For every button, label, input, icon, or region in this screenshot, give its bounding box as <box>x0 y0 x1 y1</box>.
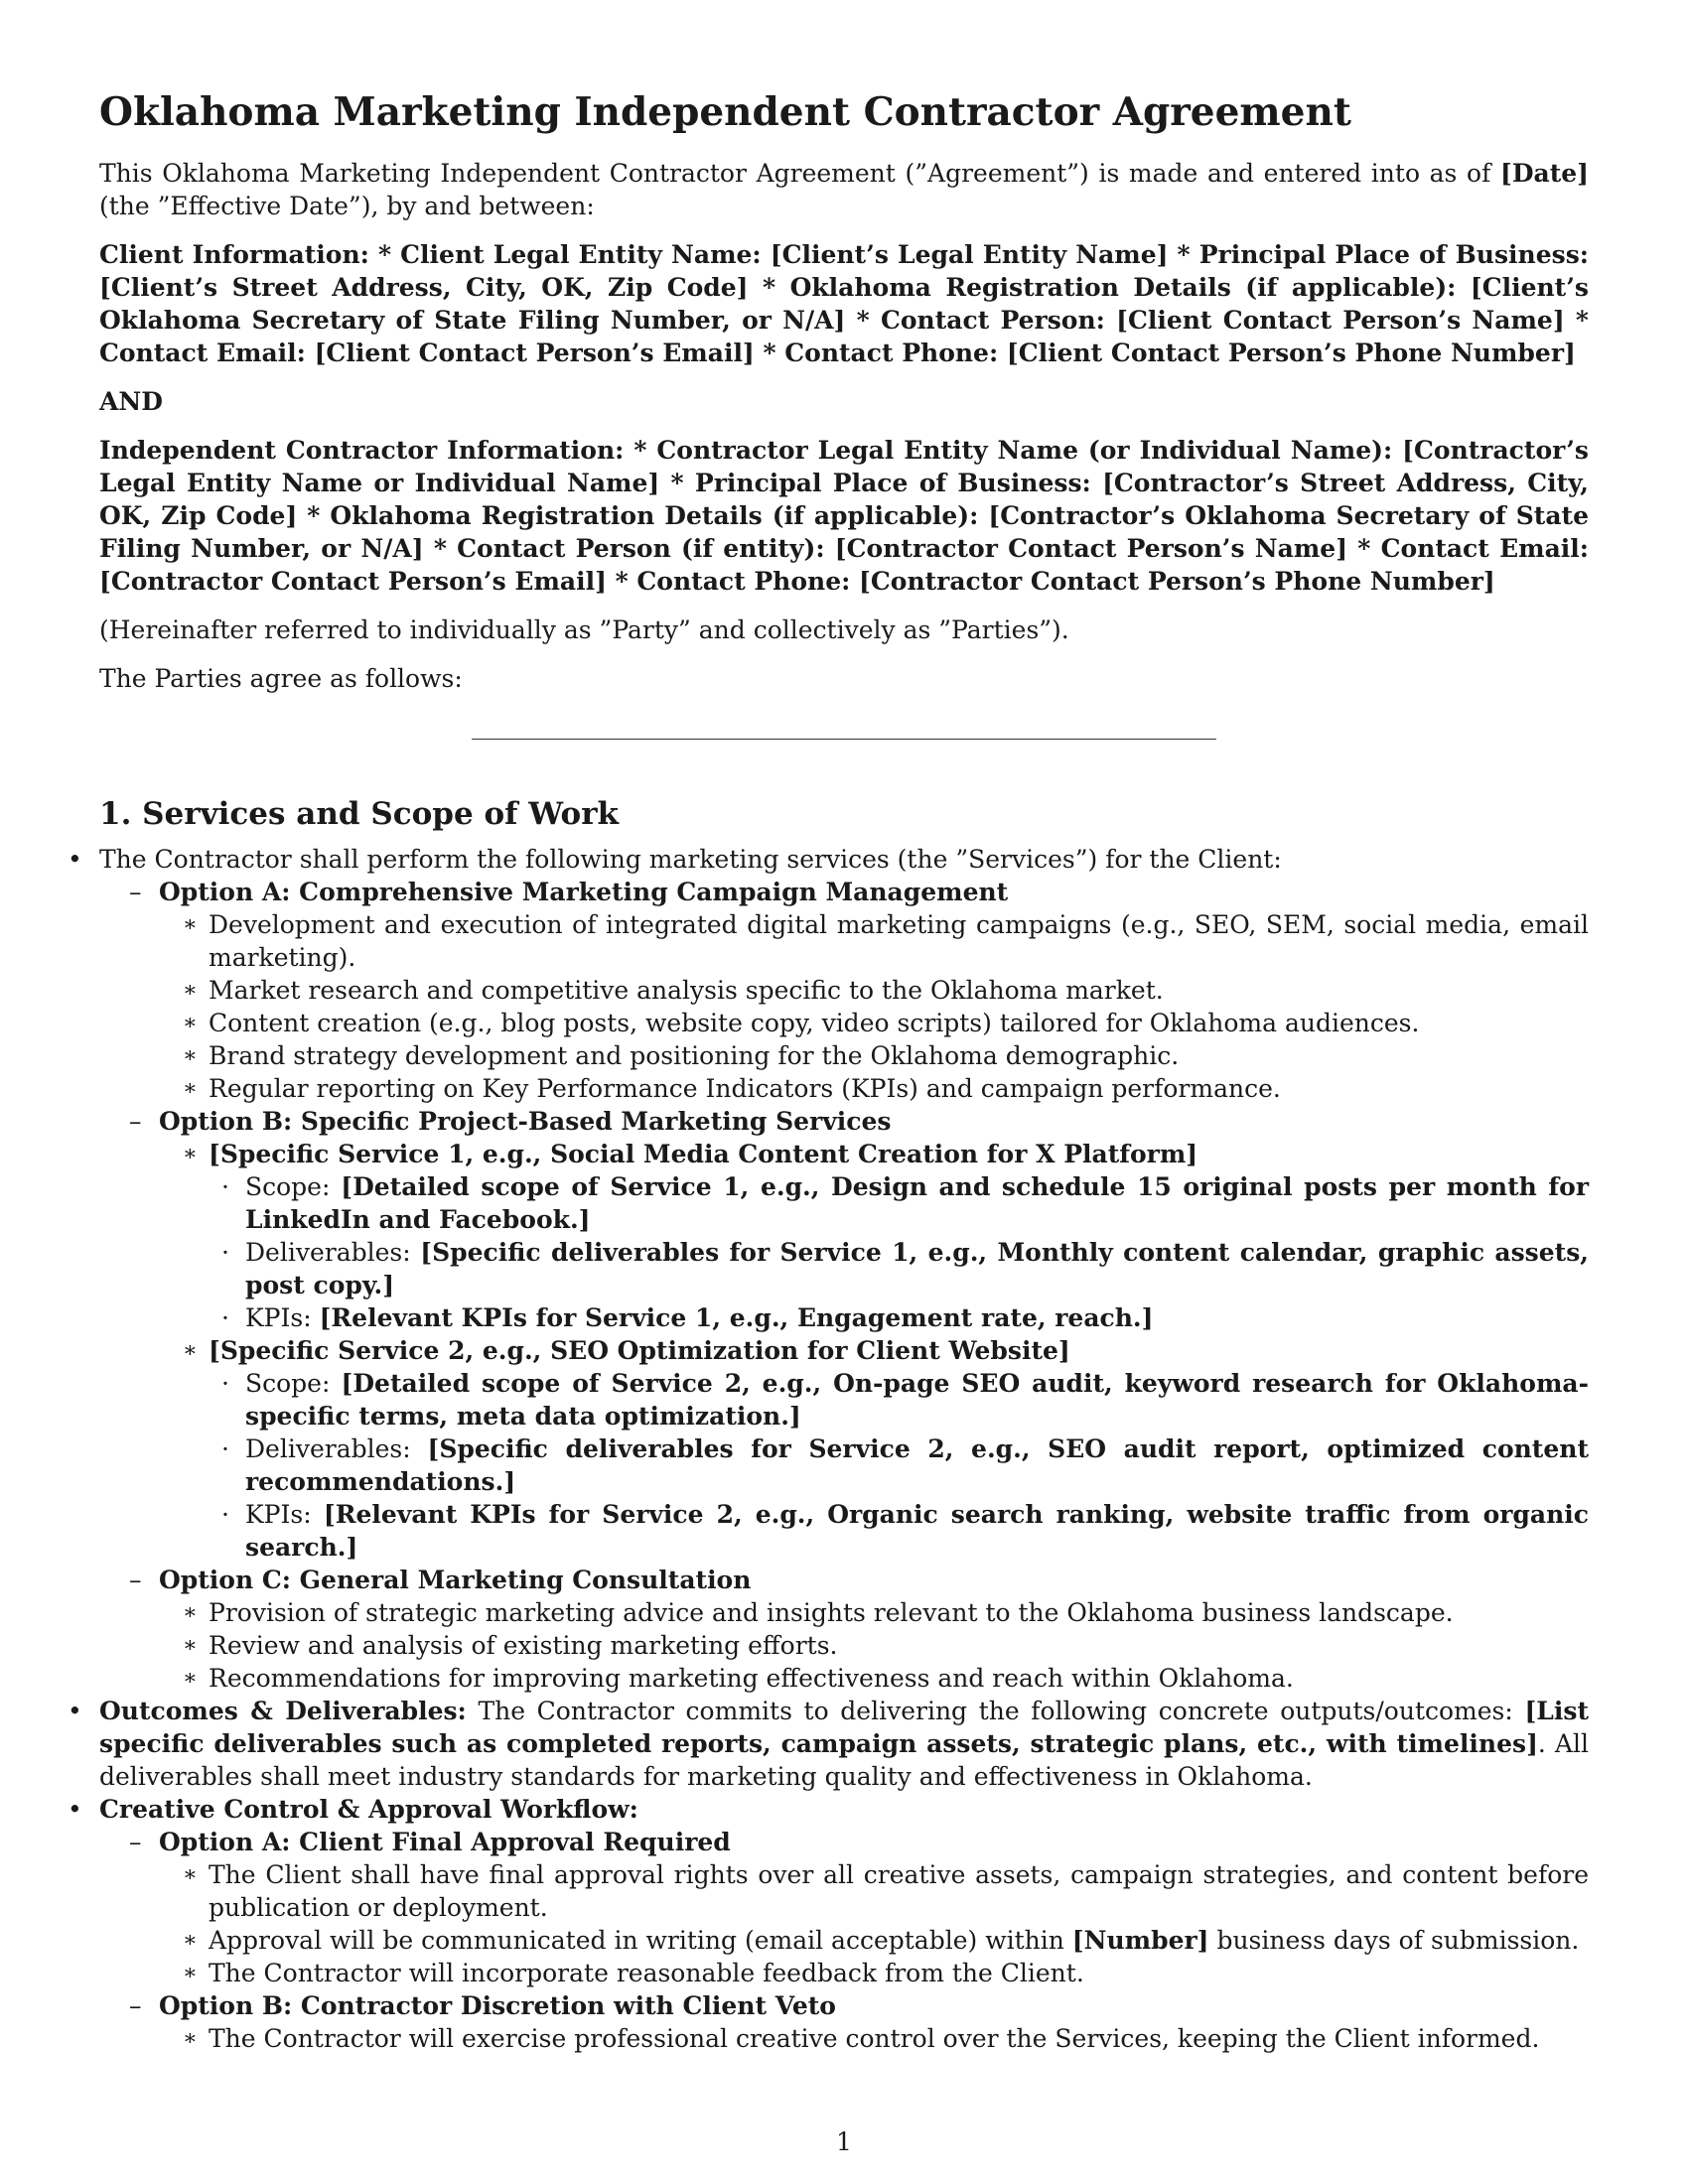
list-item: ∗ Content creation (e.g., blog posts, website copy, video scripts) tailored for Oklahoma audiences. <box>183 1009 1420 1037</box>
dot-icon: · <box>221 1172 229 1201</box>
list-item: • The Contractor shall perform the following marketing services (the ”Services”) for the Client: – Option A: Comprehensive Marketing Campaign Management ∗ Development and execution of integrated digital marketing campaigns (e.g., SEO, SEM, social media, email marketing). ∗ Market research and competitive analysis specific to the Oklahoma market. ∗ Content creation (e.g., blog posts, website copy, video scripts) tailored for Oklahoma audiences. ∗ Brand strategy development and positioning for the Oklahoma demographic. ∗ Regular reporting on Key Performance Indicators (KPIs) and campaign performance. – Option B: Specific Project-Based Marketing Services ∗ [Specific Service 1, e.g., Social Media Content Creation for X Platform] · Scope: [Detailed scope of Service 1, e.g., Design and schedule 15 original posts per month for LinkedIn and Facebook.] · Deliverables: [Specific deliverables for Service 1, e.g., Monthly content calendar, graphic assets, post copy.] · KPIs: [Relevant KPIs for Service 1, e.g., Engagement rate, reach.] ∗ [Specific Service 2, e.g., SEO Optimization for Client Website] · Scope: [Detailed scope of Service 2, e.g., On-page SEO audit, keyword research for Oklahoma-specific terms, meta data optimization.] · Deliverables: [Specific deliverables for Service 2, e.g., SEO audit report, optimized content recommendations.] · KPIs: [Relevant KPIs for Service 2, e.g., Organic search ranking, website traffic from organic search.] – Option C: General Marketing Consultation ∗ Provision of strategic marketing advice and insights relevant to the Oklahoma business landscape. ∗ Review and analysis of existing marketing efforts. ∗ Recommendations for improving marketing effectiveness and reach within Oklahoma. <box>68 845 1589 1693</box>
bullet-icon: • <box>68 845 82 874</box>
option-a-title: Option A: Comprehensive Marketing Campaign Management <box>159 878 1009 906</box>
asterisk-icon: ∗ <box>183 1011 198 1035</box>
asterisk-icon: ∗ <box>183 978 198 1003</box>
list-item: • Outcomes & Deliverables: The Contractor commits to delivering the following concrete outputs/outcomes: [List specific deliverables such as completed reports, campaign assets, strategic plans, etc., with timelines]. All deliverables shall meet industry standards for marketing quality and effectiveness in Oklahoma. <box>68 1697 1589 1791</box>
asterisk-icon: ∗ <box>183 1338 198 1363</box>
asterisk-icon: ∗ <box>183 1928 198 1953</box>
section-1-heading: 1. Services and Scope of Work <box>99 796 620 832</box>
contractor-information: Independent Contractor Information: * Contractor Legal Entity Name (or Individual Name): [Contractor’s Legal Entity Name or Individual Name] * Principal Place of Business: [Contractor’s Street Address, City, OK, Zip Code] * Oklahoma Registration Details (if applicable): [Contractor’s Oklahoma Secretary of State Filing Number, or N/A] * Contact Person (if entity): [Contractor Contact Person’s Name] * Contact Email: [Contractor Contact Person’s Email] * Contact Phone: [Contractor Contact Person’s Phone Number] <box>99 436 1589 596</box>
dash-icon: – <box>129 1107 142 1136</box>
creative-control-label: Creative Control & Approval Workflow: <box>99 1795 638 1824</box>
page-number: 1 <box>836 2127 852 2156</box>
list-item <box>183 1334 1589 1564</box>
list-item: · Deliverables: [Specific deliverables for Service 1, e.g., Monthly content calendar, graphic assets, post copy.] <box>221 1238 1589 1299</box>
list-item: · KPIs: [Relevant KPIs for Service 2, e.g., Organic search ranking, website traffic from organic search.] <box>221 1500 1589 1562</box>
asterisk-icon: ∗ <box>183 2026 198 2051</box>
asterisk-icon: ∗ <box>183 1142 198 1166</box>
dot-icon: · <box>221 1303 229 1332</box>
hereinafter-paragraph: (Hereinafter referred to individually as ”Party” and collectively as ”Parties”). <box>99 615 1069 644</box>
list-item: ∗ Recommendations for improving marketing effectiveness and reach within Oklahoma. <box>183 1664 1294 1693</box>
asterisk-icon: ∗ <box>183 1961 198 1985</box>
creative-option-a-title: Option A: Client Final Approval Required <box>159 1828 731 1856</box>
and-separator: AND <box>99 387 163 416</box>
list-item: ∗ The Contractor will exercise professional creative control over the Services, keeping the Client informed. <box>183 2024 1540 2053</box>
outcomes-label: Outcomes & Deliverables: <box>99 1697 467 1725</box>
bullet-icon: • <box>68 1697 82 1725</box>
list-item <box>129 876 1589 1105</box>
list-item: ∗ Review and analysis of existing marketing efforts. <box>183 1631 838 1660</box>
list-item: ∗ The Contractor will incorporate reasonable feedback from the Client. <box>183 1959 1084 1987</box>
list-item: ∗ Development and execution of integrated digital marketing campaigns (e.g., SEO, SEM, social media, email marketing). <box>183 910 1589 972</box>
list-item: · Deliverables: [Specific deliverables for Service 2, e.g., SEO audit report, optimized content recommendations.] <box>221 1434 1589 1496</box>
client-information: Client Information: * Client Legal Entity Name: [Client’s Legal Entity Name] * Principal Place of Business: [Client’s Street Address, City, OK, Zip Code] * Oklahoma Registration Details (if applicable): [Client’s Oklahoma Secretary of State Filing Number, or N/A] * Contact Person: [Client Contact Person’s Name] * Contact Email: [Client Contact Person’s Email] * Contact Phone: [Client Contact Person’s Phone Number] <box>99 240 1589 367</box>
list-item: ∗ Regular reporting on Key Performance Indicators (KPIs) and campaign performance. <box>183 1074 1281 1103</box>
asterisk-icon: ∗ <box>183 1666 198 1691</box>
creative-option-b-title: Option B: Contractor Discretion with Client Veto <box>159 1991 836 2020</box>
service-2-title: [Specific Service 2, e.g., SEO Optimization for Client Website] <box>209 1336 1070 1365</box>
horizontal-divider <box>472 739 1216 740</box>
section-1-list <box>30 843 1589 2055</box>
asterisk-icon: ∗ <box>183 1600 198 1625</box>
bullet-icon: • <box>68 1795 82 1824</box>
list-item: ∗ Market research and competitive analysis specific to the Oklahoma market. <box>183 976 1164 1005</box>
list-item <box>129 1989 1589 2055</box>
option-b-title: Option B: Specific Project-Based Marketing Services <box>159 1107 892 1136</box>
list-item: ∗ Approval will be communicated in writing (email acceptable) within [Number] business days of submission. <box>183 1926 1580 1955</box>
list-item <box>129 1826 1589 1989</box>
list-item <box>183 1138 1589 1334</box>
document-page <box>68 79 1589 2055</box>
list-item: · KPIs: [Relevant KPIs for Service 1, e.g., Engagement rate, reach.] <box>221 1303 1154 1332</box>
list-item: ∗ The Client shall have final approval rights over all creative assets, campaign strategies, and content before publication or deployment. <box>183 1860 1589 1922</box>
date-placeholder: [Date] <box>1500 159 1589 188</box>
dash-icon: – <box>129 1991 142 2020</box>
dash-icon: – <box>129 1566 142 1594</box>
dot-icon: · <box>221 1500 229 1529</box>
option-c-title: Option C: General Marketing Consultation <box>159 1566 752 1594</box>
agree-paragraph: The Parties agree as follows: <box>99 664 463 693</box>
list-item: · Scope: [Detailed scope of Service 2, e.g., On-page SEO audit, keyword research for Oklahoma-specific terms, meta data optimization.] <box>221 1369 1589 1431</box>
list-item: ∗ Brand strategy development and positioning for the Oklahoma demographic. <box>183 1041 1180 1070</box>
list-item: ∗ Provision of strategic marketing advice and insights relevant to the Oklahoma business landscape. <box>183 1598 1454 1627</box>
dot-icon: · <box>221 1369 229 1398</box>
list-item: · Scope: [Detailed scope of Service 1, e.g., Design and schedule 15 original posts per month for LinkedIn and Facebook.] <box>221 1172 1589 1234</box>
dash-icon: – <box>129 878 142 906</box>
dot-icon: · <box>221 1238 229 1267</box>
dot-icon: · <box>221 1434 229 1463</box>
asterisk-icon: ∗ <box>183 1076 198 1101</box>
document-title: Oklahoma Marketing Independent Contractor Agreement <box>99 89 1351 135</box>
asterisk-icon: ∗ <box>183 1633 198 1658</box>
list-item <box>129 1564 1589 1695</box>
dash-icon: – <box>129 1828 142 1856</box>
list-item <box>129 1105 1589 1564</box>
intro-paragraph: This Oklahoma Marketing Independent Contractor Agreement (”Agreement”) is made and entered into as of [Date] (the ”Effective Date”), by and between: <box>99 159 1589 220</box>
asterisk-icon: ∗ <box>183 1862 198 1887</box>
asterisk-icon: ∗ <box>183 912 198 937</box>
service-1-title: [Specific Service 1, e.g., Social Media Content Creation for X Platform] <box>209 1140 1198 1168</box>
list-item <box>30 1793 1589 2055</box>
asterisk-icon: ∗ <box>183 1043 198 1068</box>
